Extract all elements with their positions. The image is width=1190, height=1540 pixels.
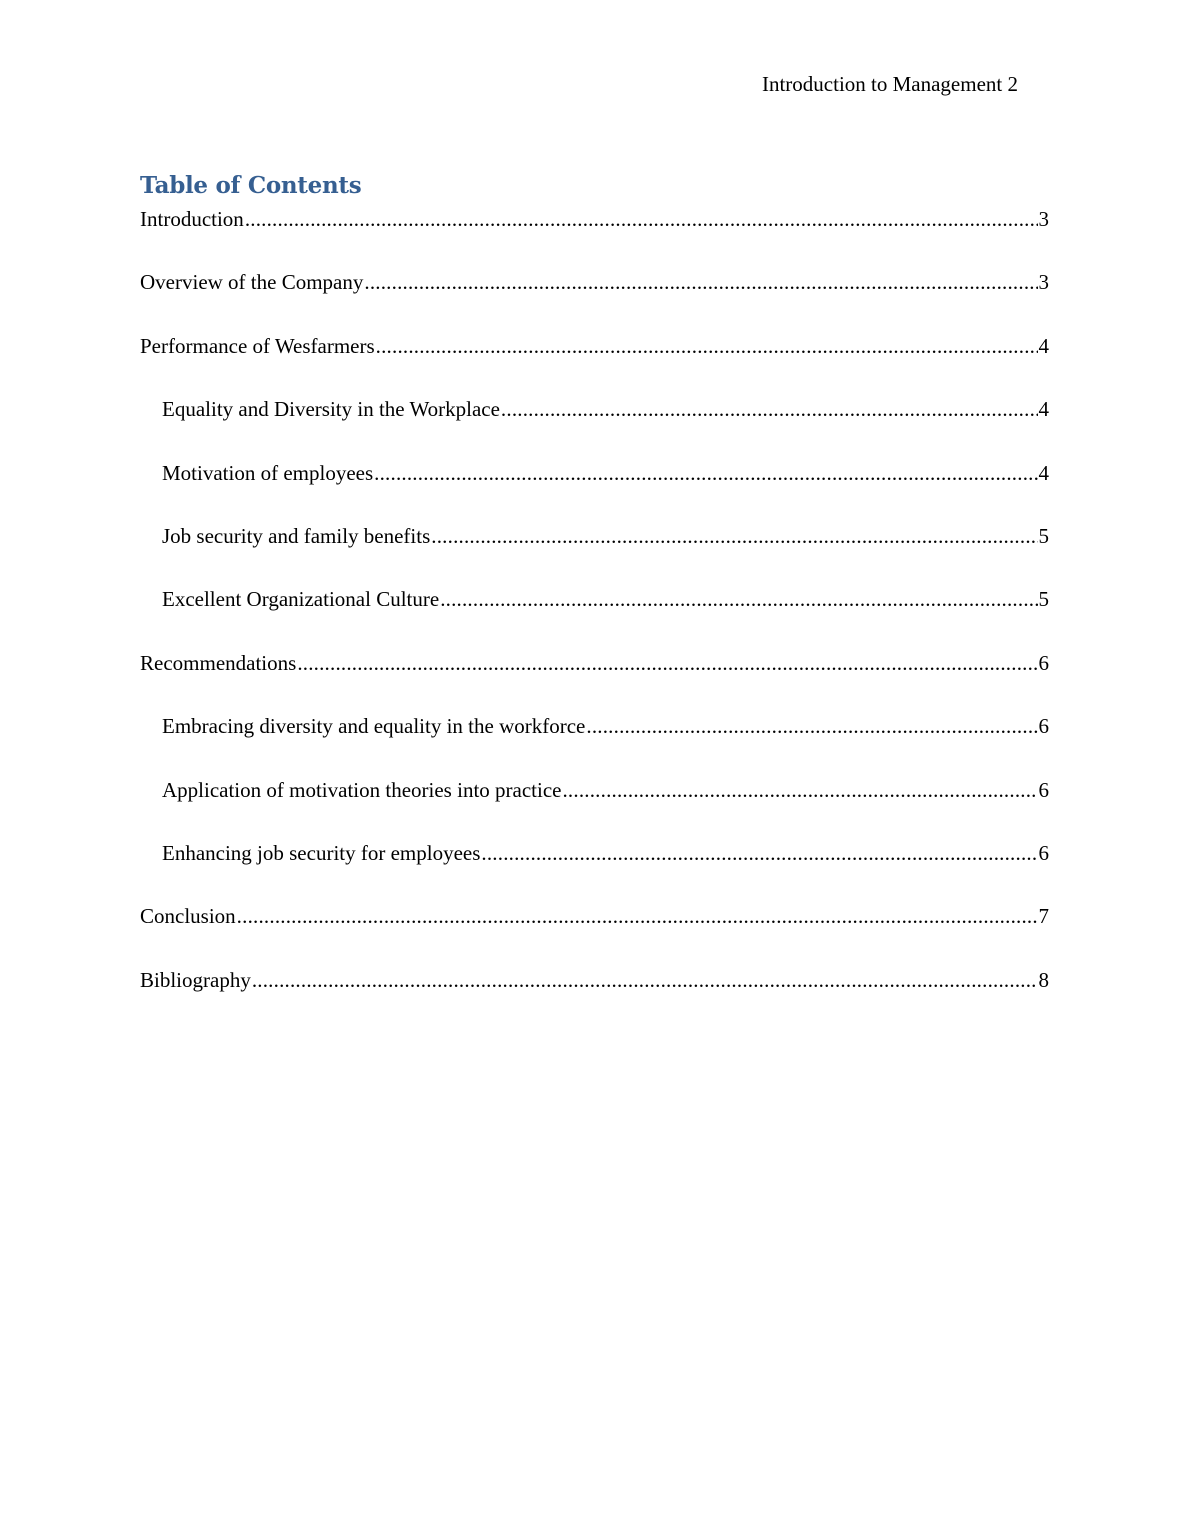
toc-dot-leader xyxy=(297,647,1037,679)
toc-dot-leader xyxy=(245,203,1038,235)
toc-dot-leader xyxy=(252,964,1038,996)
toc-entry-performance-of-wesfarmers[interactable] xyxy=(140,330,1049,393)
toc-entry-label: Overview of the Company xyxy=(140,270,364,295)
toc-entry-bibliography[interactable] xyxy=(140,964,1049,1027)
toc-dot-leader xyxy=(481,837,1037,869)
toc-entry-page: 7 xyxy=(1038,904,1049,929)
toc-entry-introduction[interactable] xyxy=(140,203,1049,266)
toc-dot-leader xyxy=(562,774,1037,806)
toc-entry-label: Motivation of employees xyxy=(162,460,374,485)
toc-entry-page: 6 xyxy=(1038,840,1049,865)
toc-entry-page: 3 xyxy=(1038,207,1049,231)
toc-entry-motivation-of-employees[interactable] xyxy=(140,457,1049,520)
toc-entry-job-security-and-family-benefits[interactable] xyxy=(140,520,1049,583)
toc-entry-label: Performance of Wesfarmers xyxy=(140,333,375,358)
toc-entry-label: Bibliography xyxy=(140,967,251,992)
toc-entry-overview-of-the-company[interactable] xyxy=(140,266,1049,329)
toc-entry-recommendations[interactable] xyxy=(140,647,1049,710)
toc-dot-leader xyxy=(237,900,1038,932)
toc-entry-label: Equality and Diversity in the Workplace xyxy=(162,397,500,422)
toc-entry-excellent-organizational-culture[interactable] xyxy=(140,583,1049,646)
toc-entry-label: Excellent Organizational Culture xyxy=(162,587,440,612)
toc-entry-application-of-motivation-theories[interactable] xyxy=(140,774,1049,837)
toc-entry-label: Embracing diversity and equality in the workforce xyxy=(162,714,586,739)
toc-entry-equality-and-diversity[interactable] xyxy=(140,393,1049,456)
toc-entry-page: 5 xyxy=(1038,523,1049,548)
toc-dot-leader xyxy=(376,330,1038,362)
toc-dot-leader xyxy=(501,393,1038,425)
toc-entry-label: Recommendations xyxy=(140,650,297,675)
toc-dot-leader xyxy=(586,710,1037,742)
toc-list xyxy=(140,203,1049,1027)
toc-entry-label: Enhancing job security for employees xyxy=(162,840,481,865)
toc-dot-leader xyxy=(364,266,1037,298)
toc-entry-page: 3 xyxy=(1038,270,1049,295)
toc-entry-enhancing-job-security[interactable] xyxy=(140,837,1049,900)
toc-dot-leader xyxy=(431,520,1037,552)
running-head: Introduction to Management 2 xyxy=(761,72,1018,96)
toc-dot-leader xyxy=(374,457,1037,489)
toc-entry-page: 4 xyxy=(1038,333,1049,358)
toc-entry-page: 8 xyxy=(1038,967,1049,992)
toc-dot-leader xyxy=(440,583,1037,615)
toc-entry-page: 6 xyxy=(1038,777,1049,802)
toc-entry-page: 5 xyxy=(1038,587,1049,612)
toc-entry-page: 6 xyxy=(1038,714,1049,739)
toc-title: Table of Contents xyxy=(140,172,362,199)
toc-entry-page: 4 xyxy=(1038,397,1049,422)
toc-entry-label: Conclusion xyxy=(140,904,236,929)
toc-entry-page: 4 xyxy=(1038,460,1049,485)
toc-entry-embracing-diversity[interactable] xyxy=(140,710,1049,773)
toc-entry-page: 6 xyxy=(1038,650,1049,675)
toc-entry-label: Job security and family benefits xyxy=(162,523,431,548)
toc-entry-label: Application of motivation theories into practice xyxy=(162,777,562,802)
toc-entry-label: Introduction xyxy=(140,207,244,231)
toc-entry-conclusion[interactable] xyxy=(140,900,1049,963)
